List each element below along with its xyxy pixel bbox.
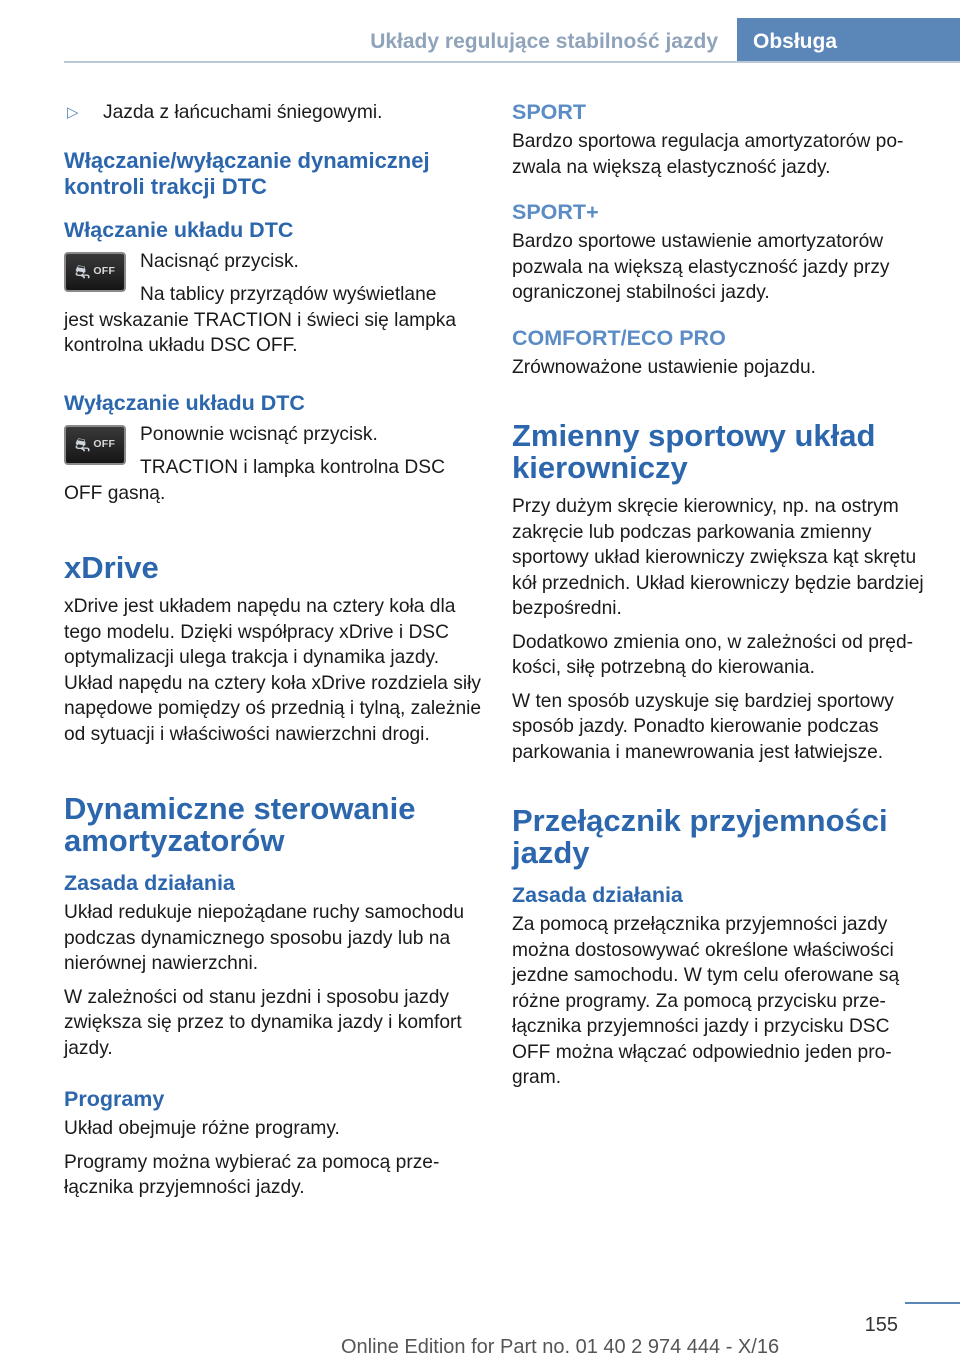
edition-footer: Online Edition for Part no. 01 40 2 974 444 - X/16 [341, 1336, 780, 1358]
triangle-bullet-icon: ▷ [67, 104, 79, 121]
steering-heading: Zmienny sportowy układ kierowniczy [512, 418, 876, 485]
principle-text-2: W zależności od stanu jezdni i sposobu jazdy zwiększa się przez to dynamika jazdy i komfort jazdy. [64, 986, 462, 1059]
steering-text-3: W ten sposób uzyskuje się bardziej sportowy sposób jazdy. Ponadto kierowanie podczas parkowania i manewrowania jest łatwiejsze. [512, 690, 894, 763]
sport-heading: SPORT [512, 100, 587, 124]
dtc-off-heading: Wyłączanie układu DTC [64, 390, 305, 415]
programs-heading: Programy [64, 1087, 165, 1111]
footer-divider [905, 1302, 960, 1304]
programs-text-2: Programy można wybierać za pomocą prze- łącznika przyjemności jazdy. [64, 1151, 440, 1198]
principle-text-1: Układ redukuje niepożądane ruchy samochodu podczas dynamicznego sposobu jazdy lub na nierównej nawierzchni. [64, 902, 464, 974]
header-section-title: Układy regulujące stabilność jazdy [370, 30, 718, 53]
button-off-label: OFF [93, 437, 116, 450]
list-item [64, 100, 482, 126]
dsc-off-button-image [64, 252, 126, 292]
right-column [512, 100, 928, 1099]
skidding-car-icon: ⛐ [74, 261, 91, 282]
dtc-on-step: Nacisnąć przycisk. [140, 250, 299, 272]
sport-text: Bardzo sportowa regulacja amortyzatorów po- zwala na większą elastyczność jazdy. [512, 131, 904, 178]
sportplus-text: Bardzo sportowe ustawienie amortyzatorów pozwala na większą elastyczność jazdy przy ograniczonej stabilności jazdy. [512, 231, 890, 303]
comfort-heading: COMFORT/ECO PRO [512, 325, 726, 350]
steering-text-1: Przy dużym skręcie kierownicy, np. na ostrym zakręcie lub podczas parkowania zmienny sportowy układ kierowniczy zwiększa kąt skrętu kół przednich. Układ kierowniczy będzie bardziej bezpośredni. [512, 496, 924, 619]
skidding-car-icon: ⛐ [74, 434, 91, 455]
dtc-on-info-a: Na tablicy przyrządów wyświetlane [140, 284, 437, 305]
xdrive-text: xDrive jest układem napędu na cztery koła dla tego modelu. Dzięki współpracy xDrive i DSC optymalizacji ulega trakcja i dynamika jazdy. Układ napędu na cztery koła xDrive rozdziela siły napędowe pomiędzy oś przednią i tylną, zależnie od sytuacji i właściwości nawierzchni drogi. [64, 596, 482, 745]
dtc-on-info-b: jest wskazanie TRACTION i świeci się lampka kontrolna układu DSC OFF. [64, 309, 457, 356]
button-off-label: OFF [93, 264, 116, 277]
dtc-off-info-b: OFF gasną. [64, 482, 166, 504]
dtc-off-info-a: TRACTION i lampka kontrolna DSC [140, 457, 445, 478]
page-number: 155 [864, 1314, 898, 1336]
dsc-off-button-image [64, 425, 126, 465]
damper-heading: Dynamiczne sterowanie amortyzatorów [64, 791, 416, 858]
dtc-off-block [64, 422, 482, 507]
switch-heading: Przełącznik przyjemności jazdy [512, 803, 888, 870]
dtc-on-block [64, 249, 482, 359]
comfort-text: Zrównoważone ustawienie pojazdu. [512, 356, 816, 378]
steering-text-2: Dodatkowo zmienia ono, w zależności od pręd- kości, siłę potrzebną do kierowania. [512, 631, 914, 678]
bullet-text: Jazda z łańcuchami śniegowymi. [103, 102, 383, 123]
switch-text: Za pomocą przełącznika przyjemności jazdy można dostosowywać określone właściwości jezdne samochodu. W tym celu oferowane są różne programy. Za pomocą przycisku prze- łącznika przyjemności jazdy i przycisku DSC OFF można włączać odpowiednio jeden pro- gram. [512, 914, 900, 1088]
switch-principle-heading: Zasada działania [512, 883, 683, 907]
header-chapter-tab: Obsługa [737, 18, 960, 63]
xdrive-heading: xDrive [64, 550, 159, 585]
left-column [64, 100, 482, 1209]
sportplus-heading: SPORT+ [512, 200, 599, 224]
header-divider [64, 61, 960, 63]
principle-heading: Zasada działania [64, 871, 235, 895]
dtc-off-step: Ponownie wcisnąć przycisk. [140, 423, 378, 445]
dtc-heading: Włączanie/wyłączanie dynamicznej kontroli trakcji DTC [64, 147, 430, 199]
programs-text-1: Układ obejmuje różne programy. [64, 1118, 340, 1139]
dtc-on-heading: Włączanie układu DTC [64, 217, 294, 242]
